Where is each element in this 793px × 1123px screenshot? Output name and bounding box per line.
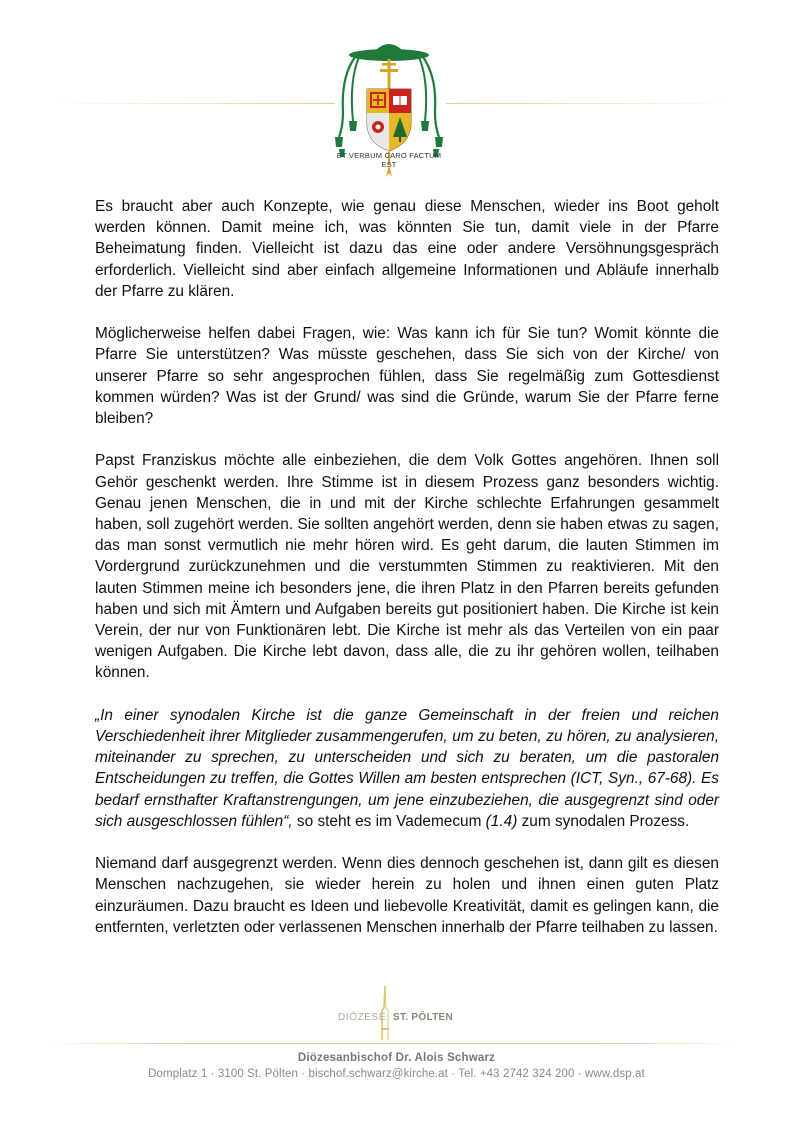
vademecum-quote-paragraph: [95, 705, 719, 832]
header-rule-left: [48, 103, 335, 104]
diocese-logo-right-text: ST. PÖLTEN: [393, 1012, 454, 1023]
quote-normal: so steht es im Vademecum: [292, 812, 486, 830]
paragraph-2: Möglicherweise helfen dabei Fragen, wie: Was kann ich für Sie tun? Womit könnte die Pfarre Sie unterstützen? Was müsste geschehen, dass Sie sich von der Kirche/ von unserer Pfarre so sehr angesprochen fühlen, dass Sie regelmäßig zum Gottesdienst kommen würden? Was ist der Grund/ was sind die Gründe, warum Sie der Pfarre ferne bleiben?: [95, 325, 719, 428]
quote-italic: „In einer synodalen Kirche ist die ganze Gemeinschaft in der freien und reichen Verschiedenheit ihrer Mitglieder zusammengerufen, um zu beten, zu hören, zu analysieren, miteinander zu sprechen, zu unterscheiden und sich zu beraten, um die pastoralen Entscheidungen zu treffen, die Gottes Willen am besten entsprechen (ICT, Syn., 67-68). Es bedarf ernsthafter Kraftanstrengungen, um jene einzubeziehen, die ausgegrenzt sind oder sich ausgeschlossen fühlen“,: [95, 706, 719, 830]
diocese-logo-left-text: DIÖZESE: [338, 1012, 387, 1023]
paragraph-1: Es braucht aber auch Konzepte, wie genau diese Menschen, wieder ins Boot geholt werden können. Damit meine ich, was könnten Sie tun, damit viele in der Pfarre Beheimatung finden. Vielleicht ist dazu das eine oder andere Versöhnungsgespräch erforderlich. Vielleicht sind aber einfach allgemeine Informationen und Abläufe innerhalb der Pfarre zu klären.: [95, 198, 719, 300]
paragraph-3: Papst Franziskus möchte alle einbeziehen, die dem Volk Gottes angehören. Ihnen soll Gehör geschenkt werden. Ihre Stimme ist in diesem Prozess ganz besonders wichtig. Genau jenen Menschen, die in und mit der Kirche schlechte Erfahrungen gesammelt haben, soll zugehört werden. Sie sollten angehört werden, denn sie haben etwas zu sagen, das man sonst vermutlich nie mehr hören wird. Es geht darum, die lauten Stimmen im Vordergrund zurückzunehmen und die verstummten Stimmen zu reaktivieren. Mit den lauten Stimmen meine ich besonders jene, die ihren Platz in den Pfarren bereits gefunden haben und sich mit Ämtern und Aufgaben bereits gut positioniert haben. Die Kirche ist kein Verein, der nur von Funktionären lebt. Die Kirche ist mehr als das Verteilen von ein paar wenigen Aufgaben. Die Kirche lebt davon, dass alle, die zu ihr gehören wollen, teilhaben können.: [95, 452, 719, 682]
motto-text: ET VERBUM CARO FACTUM EST: [336, 151, 442, 169]
footer-sender-name: Diözesanbischof Dr. Alois Schwarz: [297, 1052, 496, 1064]
header-rule-right: [446, 103, 736, 104]
footer-contact-line: Domplatz 1 · 3100 St. Pölten · bischof.schwarz@kirche.at · Tel. +43 2742 324 200 · www.dsp.at: [148, 1068, 645, 1080]
quote-reference: (1.4): [485, 812, 518, 830]
quote-tail: zum synodalen Prozess.: [517, 812, 690, 830]
closing-paragraph: Niemand darf ausgegrenzt werden. Wenn dies dennoch geschehen ist, dann gilt es diesen Menschen nachzugehen, sie wieder herein zu holen und ihnen einen guten Platz einzuräumen. Dazu braucht es Ideen und liebevolle Kreativität, damit es gelingen kann, die entfernten, verletzten oder verlassenen Menschen innerhalb der Pfarre teilhaben zu lassen.: [95, 855, 719, 936]
footer-rule: [48, 1043, 738, 1044]
letter-body: [95, 196, 719, 959]
